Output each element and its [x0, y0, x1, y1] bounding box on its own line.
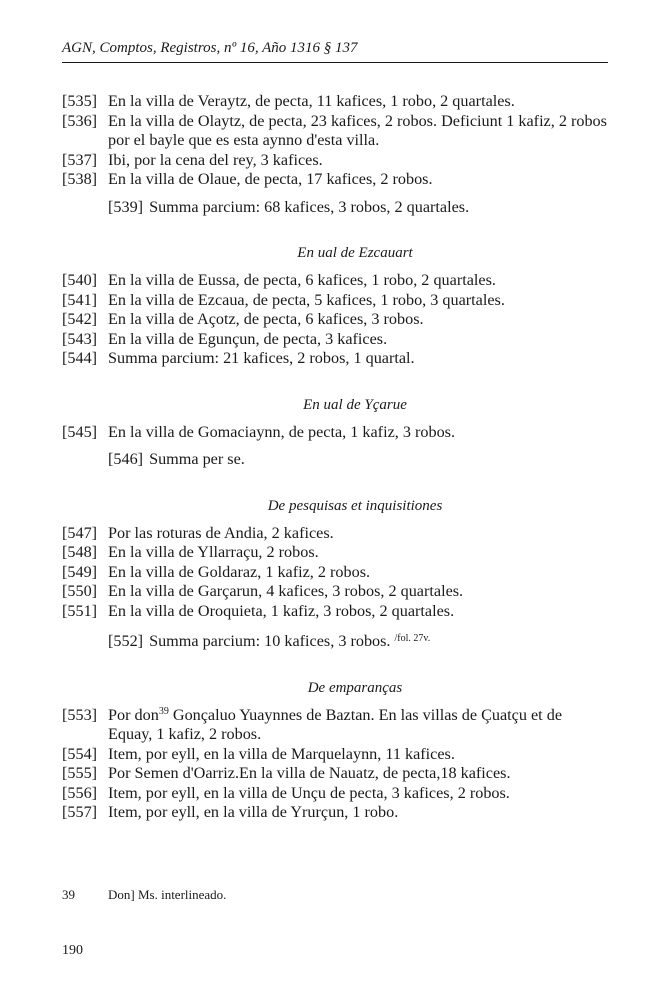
- entry-number: [540]: [62, 271, 98, 289]
- entry-number: [545]: [62, 422, 98, 441]
- entry-item: [62, 543, 608, 563]
- summa-text: Summa parcium: 68 kafices, 3 robos, 2 quartales.: [149, 197, 470, 216]
- entry-number: [536]: [62, 111, 98, 130]
- entry-text: Summa parcium: 21 kafices, 2 robos, 1 quartal.: [108, 349, 415, 367]
- entry-item: [62, 423, 608, 443]
- entry-number: [550]: [62, 582, 98, 600]
- entry-item: [62, 151, 608, 171]
- page-number: 190: [62, 943, 83, 958]
- summa-line: [62, 198, 608, 218]
- entry-number: [543]: [62, 329, 98, 348]
- entry-item: [62, 706, 608, 745]
- entry-text: En la villa de Goldaraz, 1 kafiz, 2 robos.: [108, 562, 371, 581]
- summa-number: [552]: [108, 632, 144, 650]
- summa-line: [62, 629, 608, 652]
- entry-text: En la villa de Olaytz, de pecta, 23 kafices, 2 robos. Deficiunt 1 kafiz, 2 robos por el bayle que es esta aynno d'esta villa.: [108, 111, 607, 149]
- entry-text: Item, por eyll, en la villa de Yrurçun, 1 robo.: [108, 803, 399, 821]
- entry-number: [537]: [62, 150, 98, 169]
- footnote-number: 39: [62, 887, 75, 902]
- footnote: [62, 886, 226, 904]
- entry-text: En la villa de Açotz, de pecta, 6 kafices, 3 robos.: [108, 310, 424, 328]
- entry-item: [62, 582, 608, 602]
- entry-number: [538]: [62, 170, 98, 188]
- entry-item: [62, 291, 608, 311]
- entry-number: [555]: [62, 764, 98, 782]
- entry-number: [548]: [62, 543, 98, 561]
- entry-item: [62, 803, 608, 823]
- entry-item: [62, 524, 608, 544]
- summa-number: [546]: [108, 450, 144, 468]
- entry-text-lead: Por don: [108, 705, 159, 724]
- entry-text: Ibi, por la cena del rey, 3 kafices.: [108, 150, 323, 169]
- entry-text: Por Semen d'Oarriz.En la villa de Nauatz, de pecta,18 kafices.: [108, 764, 511, 782]
- entry-text: Item, por eyll, en la villa de Marquelaynn, 11 kafices.: [108, 744, 455, 763]
- running-head: AGN, Comptos, Registros, nº 16, Año 1316 § 137: [62, 38, 608, 63]
- entry-text: En la villa de Garçarun, 4 kafices, 3 robos, 2 quartales.: [108, 582, 464, 600]
- entry-number: [542]: [62, 310, 98, 328]
- entry-item: [62, 745, 608, 765]
- entry-number: [556]: [62, 783, 98, 802]
- entry-text: En la villa de Eussa, de pecta, 6 kafices, 1 robo, 2 quartales.: [108, 271, 496, 289]
- summa-number: [539]: [108, 197, 144, 216]
- entry-item: [62, 764, 608, 784]
- summa-text: Summa per se.: [149, 450, 245, 468]
- document-body: [62, 92, 608, 823]
- footnote-text: Don] Ms. interlineado.: [108, 887, 227, 902]
- footnote-reference: 39: [158, 705, 169, 717]
- entry-item: [62, 602, 608, 622]
- summa-line: [62, 450, 608, 470]
- entry-item: [62, 170, 608, 190]
- section-heading: De pesquisas et inquisitiones: [267, 497, 443, 514]
- section-heading: De emparanças: [307, 679, 403, 696]
- entry-item: [62, 112, 608, 151]
- summa-text: Summa parcium: 10 kafices, 3 robos.: [149, 632, 391, 650]
- entry-text: Item, por eyll, en la villa de Unçu de pecta, 3 kafices, 2 robos.: [108, 783, 510, 802]
- entry-number: [547]: [62, 523, 98, 542]
- entry-text-rest: Gonçaluo Yuaynnes de Baztan. En las villas de Çuatçu et de Equay, 1 kafiz, 2 robos.: [108, 705, 563, 743]
- entry-number: [554]: [62, 744, 98, 763]
- section-heading: En ual de Ezcauart: [297, 245, 413, 261]
- folio-marker: /fol. 27v.: [394, 633, 431, 644]
- entry-number: [553]: [62, 705, 98, 724]
- entry-text: En la villa de Yllarraçu, 2 robos.: [108, 543, 319, 561]
- entry-item: [62, 330, 608, 350]
- entry-item: [62, 784, 608, 804]
- entry-number: [541]: [62, 290, 98, 309]
- entry-text: Por las roturas de Andia, 2 kafices.: [108, 523, 334, 542]
- entry-number: [557]: [62, 803, 98, 821]
- entry-number: [551]: [62, 601, 98, 620]
- entry-text: En la villa de Egunçun, de pecta, 3 kafices.: [108, 329, 388, 348]
- entry-number: [544]: [62, 349, 98, 367]
- entry-text: [108, 706, 608, 745]
- entry-text: En la villa de Ezcaua, de pecta, 5 kafices, 1 robo, 3 quartales.: [108, 290, 505, 309]
- entry-number: [549]: [62, 562, 98, 581]
- entry-number: [535]: [62, 92, 98, 110]
- entry-text: En la villa de Gomaciaynn, de pecta, 1 kafiz, 3 robos.: [108, 422, 456, 441]
- entry-text: En la villa de Olaue, de pecta, 17 kafices, 2 robos.: [108, 170, 433, 188]
- entry-item: [62, 271, 608, 291]
- entry-item: [62, 310, 608, 330]
- entry-item: [62, 563, 608, 583]
- entry-item: [62, 349, 608, 369]
- section-heading: En ual de Yçarue: [303, 396, 407, 413]
- entry-text: En la villa de Oroquieta, 1 kafiz, 3 robos, 2 quartales.: [108, 601, 455, 620]
- entry-item: [62, 92, 608, 112]
- entry-text: En la villa de Veraytz, de pecta, 11 kafices, 1 robo, 2 quartales.: [108, 92, 515, 110]
